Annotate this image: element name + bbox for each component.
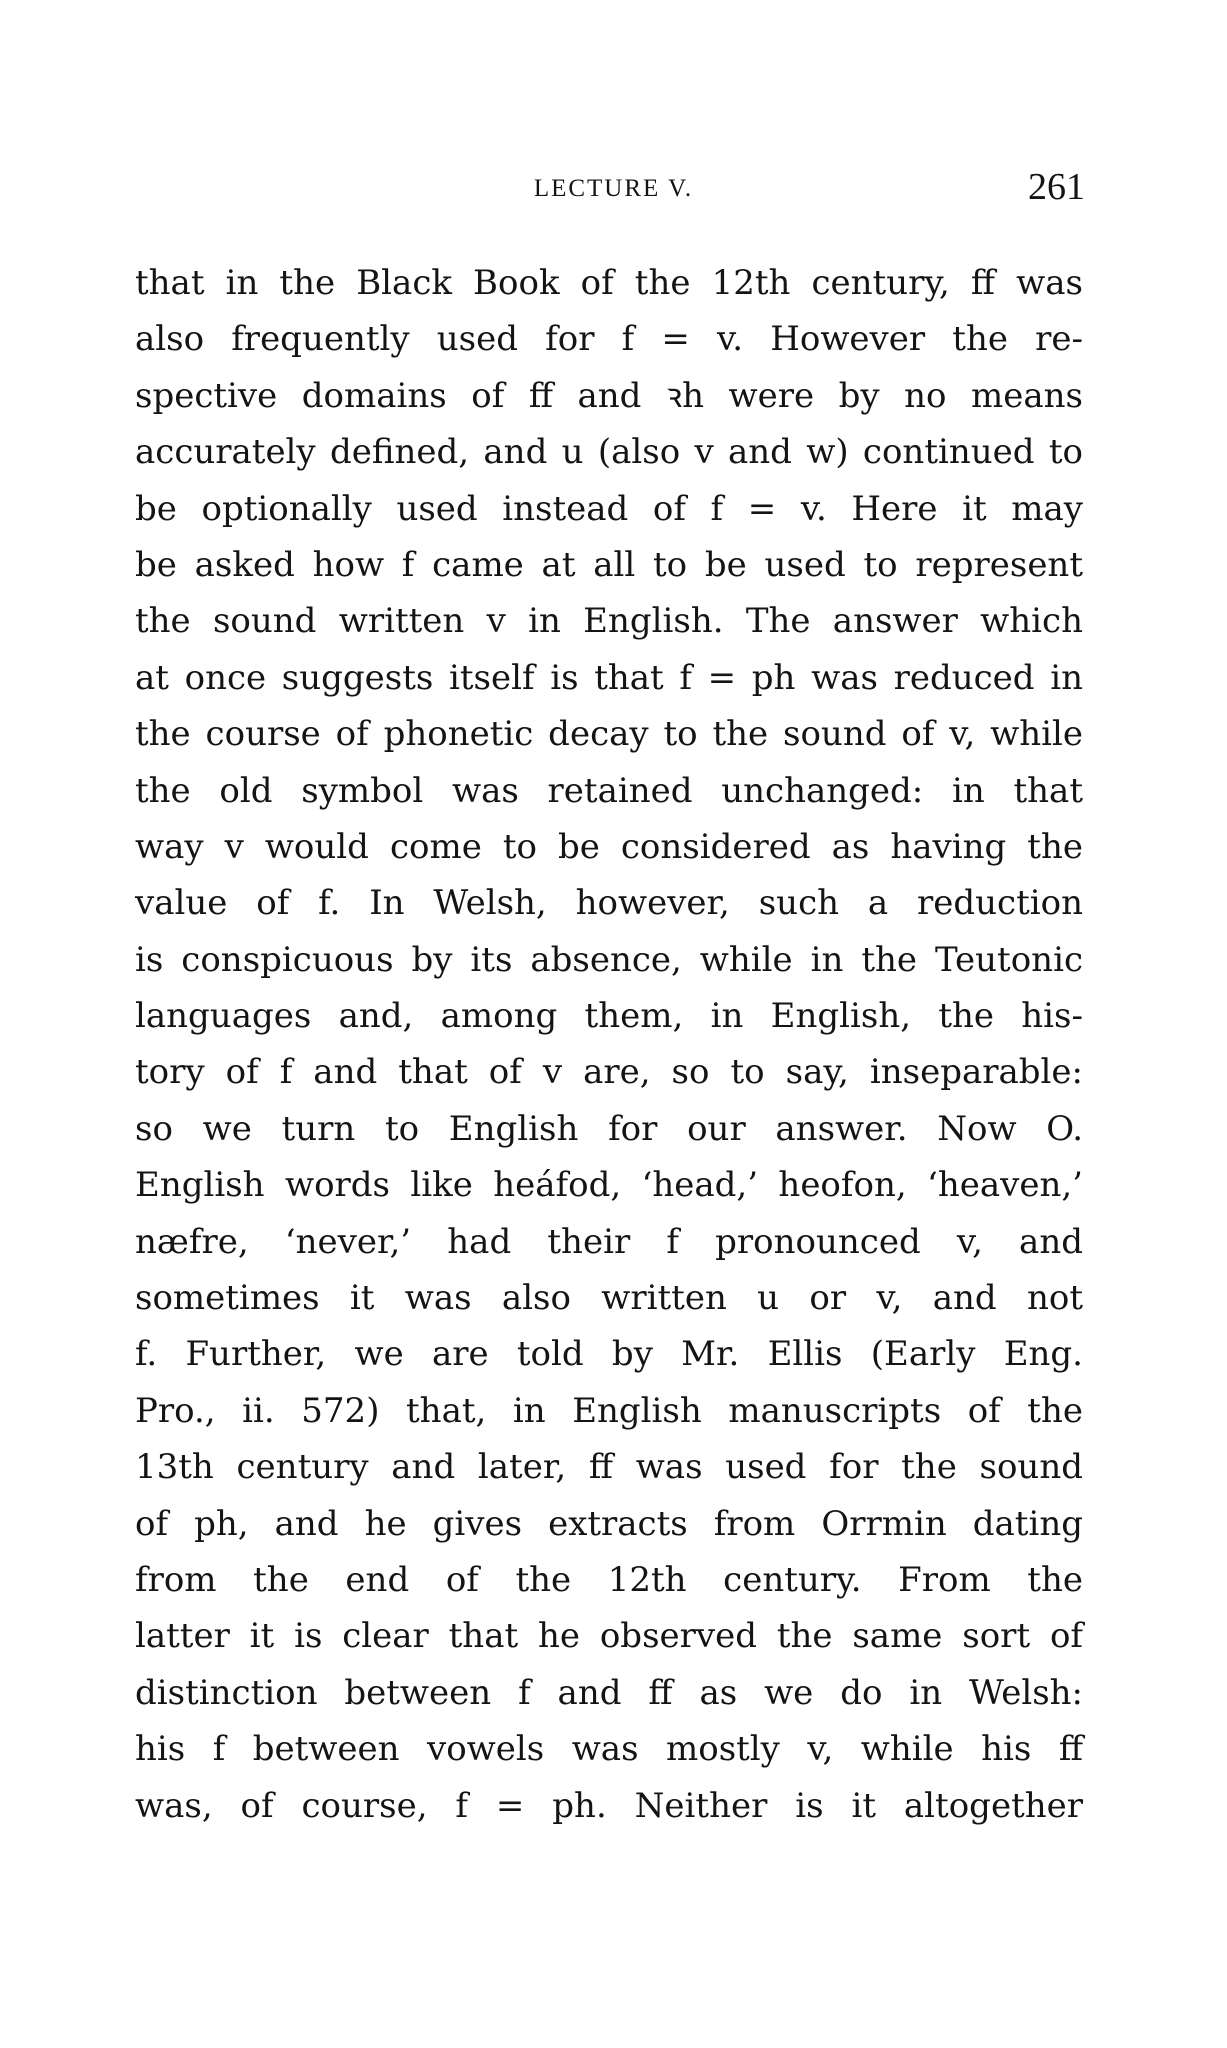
text-line: at once suggests itself is that f = ph was reduced in	[135, 657, 1083, 698]
text-line: English words like heáfod, ‘head,’ heofon, ‘heaven,’	[135, 1165, 1083, 1206]
running-title: LECTURE V.	[533, 175, 694, 202]
text-line: be optionally used instead of f = v. Here it may	[135, 488, 1083, 529]
text-line: f. Further, we are told by Mr. Ellis (Early Eng.	[135, 1334, 1083, 1375]
text-line: Pro., ii. 572) that, in English manuscripts of the	[135, 1390, 1083, 1431]
text-line: tory of f and that of v are, so to say, inseparable:	[135, 1052, 1083, 1093]
text-line: was, of course, f = ph. Neither is it altogether	[135, 1785, 1083, 1826]
page-number: 261	[1028, 166, 1085, 208]
text-line: spective domains of ff and ꝛh were by no means	[135, 375, 1083, 416]
text-line: sometimes it was also written u or v, and not	[135, 1278, 1083, 1319]
running-head	[0, 165, 1227, 215]
body-text	[135, 255, 1083, 1834]
text-line: accurately defined, and u (also v and w) continued to	[135, 432, 1083, 473]
text-line: næfre, ‘never,’ had their f pronounced v, and	[135, 1221, 1083, 1262]
text-line: that in the Black Book of the 12th century, ff was	[135, 263, 1083, 303]
text-line: value of f. In Welsh, however, such a reduction	[135, 883, 1083, 924]
text-line: the course of phonetic decay to the sound of v, while	[135, 714, 1083, 755]
text-line: from the end of the 12th century. From the	[135, 1559, 1083, 1600]
text-line: way v would come to be considered as having the	[135, 826, 1083, 867]
text-line: languages and, among them, in English, the his-	[135, 996, 1083, 1037]
text-line: of ph, and he gives extracts from Orrmin dating	[135, 1503, 1083, 1544]
text-line: the old symbol was retained unchanged: in that	[135, 770, 1083, 811]
text-line: so we turn to English for our answer. Now O.	[135, 1108, 1083, 1149]
text-line: be asked how f came at all to be used to represent	[135, 544, 1083, 585]
text-line: also frequently used for f = v. However the re-	[135, 319, 1083, 360]
text-line: his f between vowels was mostly v, while his ff	[135, 1729, 1083, 1770]
text-line: 13th century and later, ff was used for the sound	[135, 1447, 1083, 1488]
text-line: is conspicuous by its absence, while in the Teutonic	[135, 939, 1083, 980]
text-line: latter it is clear that he observed the same sort of	[135, 1616, 1083, 1657]
text-line: distinction between f and ff as we do in Welsh:	[135, 1672, 1083, 1713]
text-line: the sound written v in English. The answer which	[135, 601, 1083, 642]
